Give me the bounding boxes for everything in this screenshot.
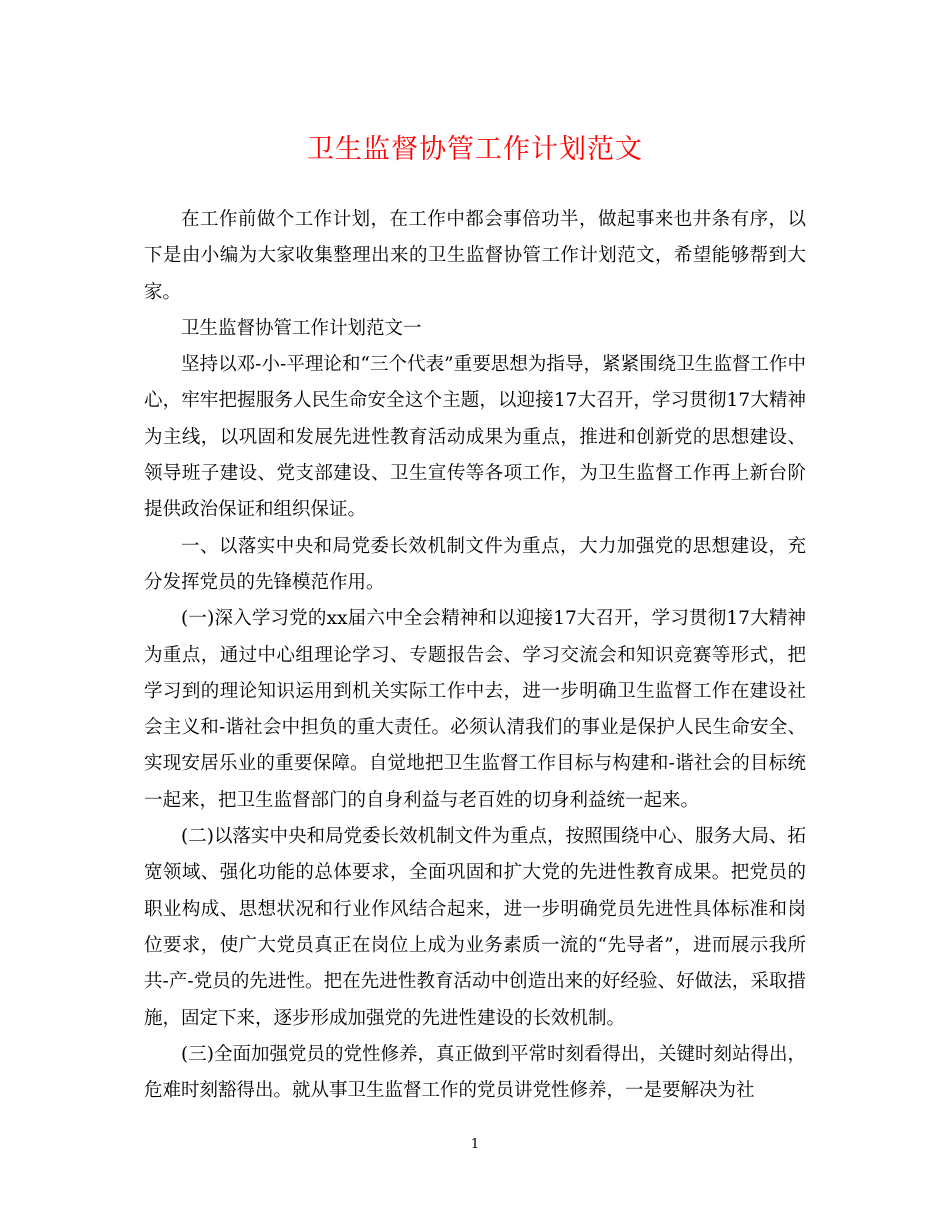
body-paragraph: (三)全面加强党员的党性修养，真正做到平常时刻看得出，关键时刻站得出，危难时刻豁得出。就从事卫生监督工作的党员讲党性修养，一是要解决为社 (144, 1043, 806, 1102)
body-paragraph: (二)以落实中央和局党委长效机制文件为重点，按照围绕中心、服务大局、拓宽领域、强化功能的总体要求，全面巩固和扩大党的先进性教育成果。把党员的职业构成、思想状况和行业作风结合起来，进一步明确党员先进性具体标准和岗位要求，使广大党员真正在岗位上成为业务素质一流的“先导者”，进而展示我所共-产-党员的先进性。把在先进性教育活动中创造出来的好经验、好做法，采取措施，固定下来，逐步形成加强党的先进性建设的长效机制。 (144, 826, 806, 1029)
page-number: 1 (470, 1137, 480, 1152)
body-paragraph: 一、以落实中央和局党委长效机制文件为重点，大力加强党的思想建设，充分发挥党员的先锋模范作用。 (144, 535, 806, 593)
section-heading: 卫生监督协管工作计划范文一 (181, 317, 422, 339)
intro-paragraph: 在工作前做个工作计划，在工作中都会事倍功半，做起事来也井条有序，以下是由小编为大家收集整理出来的卫生监督协管工作计划范文，希望能够帮到大家。 (144, 209, 806, 303)
body-paragraph: (一)深入学习党的xx届六中全会精神和以迎接17大召开，学习贯彻17大精神为重点，通过中心组理论学习、专题报告会、学习交流会和知识竞赛等形式，把学习到的理论知识运用到机关实际工作中去，进一步明确卫生监督工作在建设社会主义和-谐社会中担负的重大责任。必须认清我们的事业是保护人民生命安全、实现安居乐业的重要保障。自觉地把卫生监督工作目标与构建和-谐社会的目标统一起来，把卫生监督部门的自身利益与老百姓的切身利益统一起来。 (144, 608, 806, 811)
document-title: 卫生监督协管工作计划范文 (307, 134, 643, 165)
body-paragraph: 坚持以邓-小-平理论和“三个代表”重要思想为指导，紧紧围绕卫生监督工作中心，牢牢把握服务人民生命安全这个主题，以迎接17大召开，学习贯彻17大精神为主线，以巩固和发展先进性教育活动成果为重点，推进和创新党的思想建设、领导班子建设、党支部建设、卫生宣传等各项工作，为卫生监督工作再上新台阶提供政治保证和组织保证。 (144, 354, 806, 521)
document-body (144, 202, 806, 1109)
